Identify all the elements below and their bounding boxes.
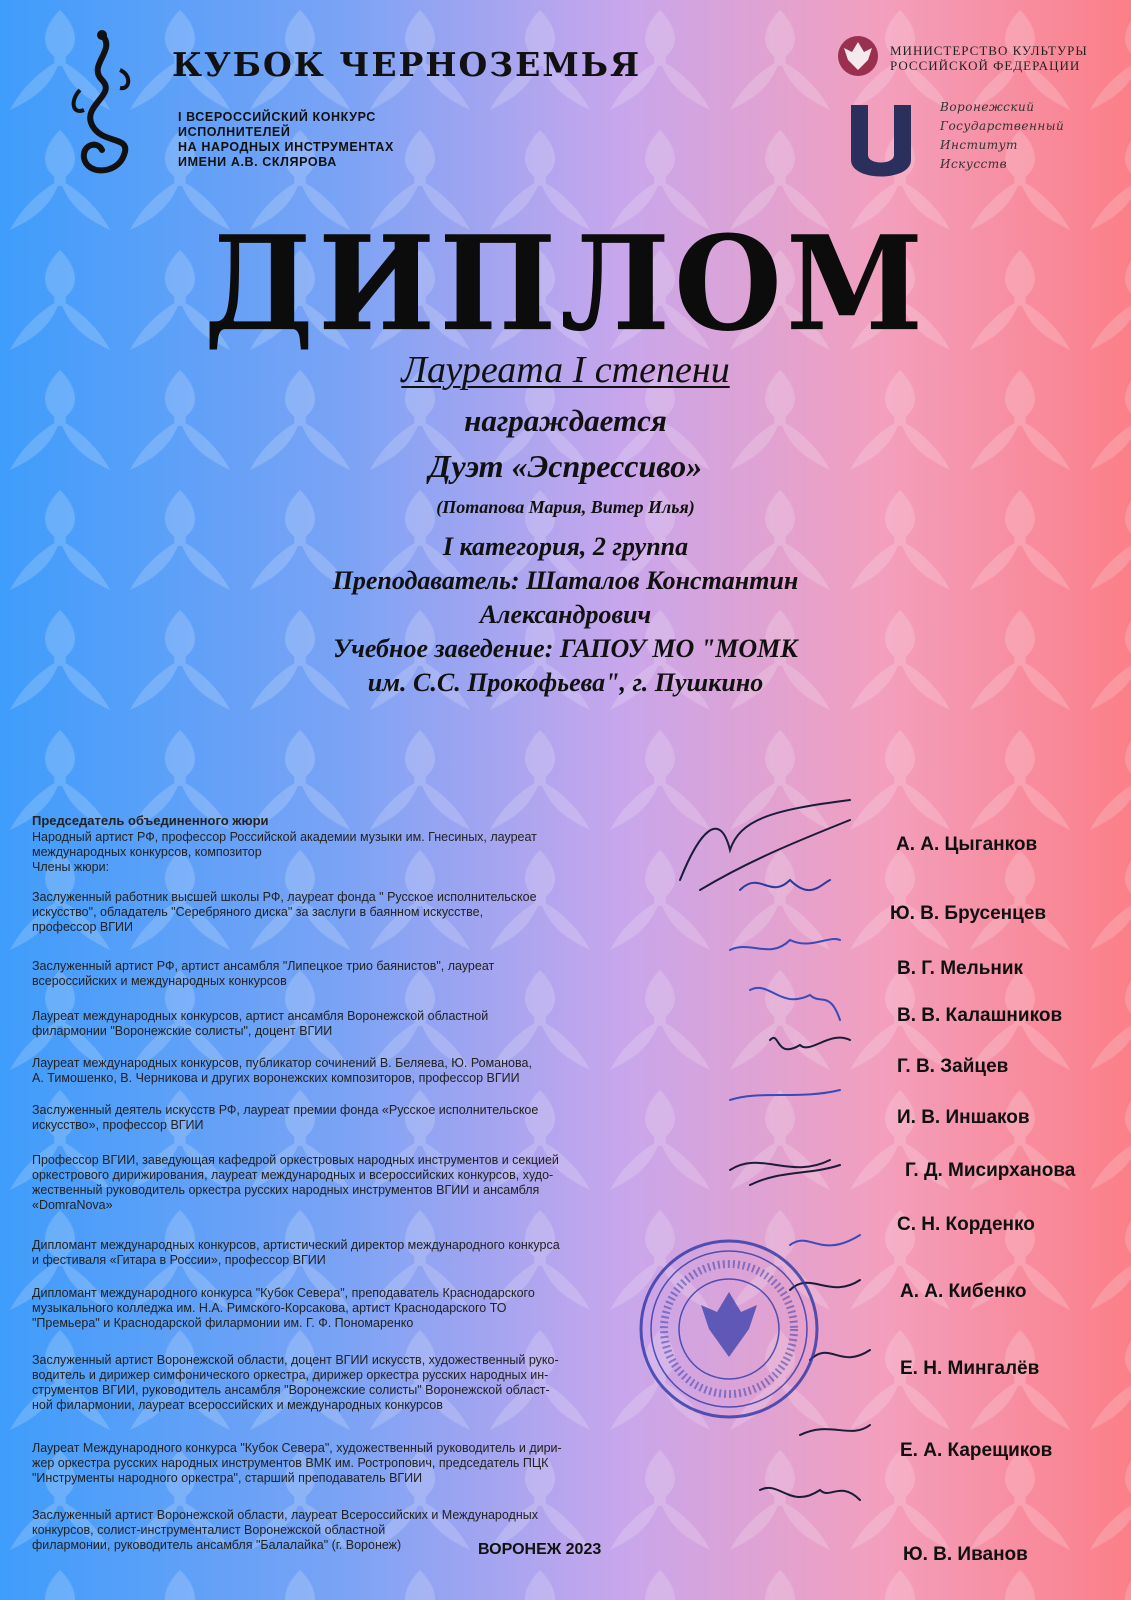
- jury-name: А. А. Цыганков: [896, 834, 1038, 855]
- recipient-details: I категория, 2 группа Преподаватель: Шаталов Константин Александрович Учебное заведение: ГАПОУ МО "МОМК им. С.С. Прокофьева", г. Пушкино: [332, 532, 799, 697]
- jury-chair-label: Председатель объединенного жюри: [32, 813, 269, 828]
- jury-description: Профессор ВГИИ, заведующая кафедрой оркестровых народных инструментов и секцией оркестрового дирижирования, лауреат международных и всероссийских конкурсов, худо- жественный руководитель оркестра русских народных инструментов ВГИИ и ансамбля «DomraNova»: [32, 1153, 559, 1212]
- ministry-name: МИНИСТЕРСТВО КУЛЬТУРЫ РОССИЙСКОЙ ФЕДЕРАЦИИ: [890, 43, 1088, 73]
- jury-name: В. Г. Мельник: [897, 958, 1024, 979]
- jury-description: Заслуженный работник высшей школы РФ, лауреат фонда " Русское исполнительское искусство", обладатель "Серебряного диска" за заслуги в баянном искусстве, профессор ВГИИ: [32, 890, 537, 934]
- recipient-name: Дуэт «Эспрессиво»: [428, 448, 703, 484]
- jury-name: Г. В. Зайцев: [897, 1056, 1009, 1077]
- jury-description: Дипломант международного конкурса "Кубок Севера", преподаватель Краснодарского музыкального колледжа им. Н.А. Римского-Корсакова, артист Краснодарского ТО "Премьера" и Краснодарской филармонии им. Г. Ф. Пономаренко: [32, 1286, 535, 1330]
- jury-description: Дипломант международных конкурсов, артистический директор международного конкурса и фестиваля «Гитара в России», профессор ВГИИ: [32, 1238, 560, 1267]
- jury-name: А. А. Кибенко: [900, 1281, 1027, 1302]
- competition-title: КУБОК ЧЕРНОЗЕМЬЯ: [172, 45, 642, 84]
- jury-signatures: [660, 790, 890, 1560]
- jury-name: Ю. В. Иванов: [903, 1544, 1028, 1565]
- jury-description: Заслуженный артист Воронежской области, доцент ВГИИ искусств, художественный руко- водитель и дирижер симфонического оркестра, дирижер оркестра русских народных ин- струментов ВГИИ, руководитель ансамбля "Воронежские солисты" Воронежской област- ной филармонии, лауреат всероссийских и международных конкурсов: [32, 1353, 559, 1412]
- jury-description: Лауреат международных конкурсов, артист ансамбля Воронежской областной филармонии "Воронежские солисты", доцент ВГИИ: [32, 1009, 489, 1038]
- treble-clef-icon: [62, 30, 142, 190]
- recipient-members: (Потапова Мария, Витер Илья): [436, 497, 695, 517]
- jury-name: Е. Н. Мингалёв: [900, 1358, 1040, 1379]
- jury-name: Г. Д. Мисирханова: [905, 1160, 1076, 1181]
- laureate-degree: Лауреата I степени: [401, 349, 730, 391]
- institute-name: Воронежский Государственный Институт Искусств: [940, 100, 1065, 171]
- diploma-title: ДИПЛОМ: [203, 208, 928, 361]
- vgii-logo: [846, 100, 916, 180]
- jury-description: Народный артист РФ, профессор Российской академии музыки им. Гнесиных, лауреат международных конкурсов, композитор Члены жюри:: [32, 830, 537, 874]
- city-year: ВОРОНЕЖ 2023: [478, 1541, 602, 1558]
- official-seal-stamp: [637, 1237, 821, 1421]
- jury-description: Лауреат международных конкурсов, публикатор сочинений В. Беляева, Ю. Романова, А. Тимошенко, В. Черникова и других воронежских композиторов, профессор ВГИИ: [32, 1056, 532, 1085]
- jury-name: В. В. Калашников: [897, 1005, 1063, 1026]
- jury-name: Е. А. Карещиков: [900, 1440, 1053, 1461]
- double-headed-eagle-icon: [836, 34, 880, 78]
- jury-description: Заслуженный артист Воронежской области, лауреат Всероссийских и Международных конкурсов, солист-инструменталист Воронежской областной филармонии, руководитель ансамбля "Балалайка" (г. Воронеж): [32, 1508, 538, 1552]
- jury-name: Ю. В. Брусенцев: [890, 903, 1047, 924]
- awarded-label: награждается: [464, 403, 667, 438]
- competition-subtitle: I ВСЕРОССИЙСКИЙ КОНКУРС ИСПОЛНИТЕЛЕЙ НА НАРОДНЫХ ИНСТРУМЕНТАХ ИМЕНИ А.В. СКЛЯРОВА: [178, 110, 394, 169]
- jury-name: С. Н. Корденко: [897, 1214, 1035, 1235]
- jury-description: Заслуженный артист РФ, артист ансамбля "Липецкое трио баянистов", лауреат всероссийских и международных конкурсов: [32, 959, 495, 988]
- jury-name: И. В. Иншаков: [897, 1107, 1030, 1128]
- jury-description: Лауреат Международного конкурса "Кубок Севера", художественный руководитель и дири- жер оркестра русских народных инструментов ВМК им. Ростропович, председатель ПЦК "Инструменты народного оркестра", старший преподаватель ВГИИ: [32, 1441, 562, 1485]
- jury-description: Заслуженный деятель искусств РФ, лауреат премии фонда «Русское исполнительское искусство», профессор ВГИИ: [32, 1103, 539, 1132]
